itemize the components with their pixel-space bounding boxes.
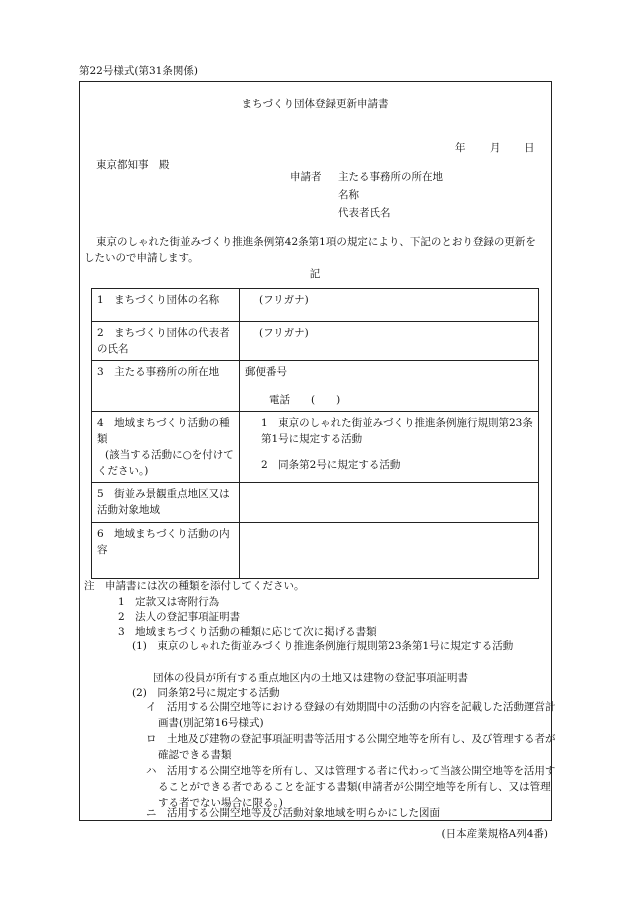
body-text: 東京のしゃれた街並みづくり推進条例第42条第1項の規定により、下記のとおり登録の更新をしたいので申請します。 bbox=[84, 236, 536, 264]
applicant-representative: 代表者氏名 bbox=[338, 207, 391, 219]
row1-label: 1 まちづくり団体の名称 bbox=[92, 289, 240, 322]
applicant-label: 申請者 bbox=[290, 171, 322, 183]
row6-label: 6 地域まちづくり活動の内容 bbox=[92, 523, 240, 579]
note-1: 1 定款又は寄附行為 bbox=[118, 596, 220, 608]
row5-value bbox=[240, 483, 539, 523]
row4-label: 4 地域まちづくり活動の種類 (該当する活動に○を付けてください。) bbox=[92, 412, 240, 483]
table-row bbox=[92, 322, 539, 361]
table-row bbox=[92, 289, 539, 322]
row3-label: 3 主たる事務所の所在地 bbox=[92, 361, 240, 412]
row6-value bbox=[240, 523, 539, 579]
table-row bbox=[92, 412, 539, 483]
notes-header: 注 申請書には次の種類を添付してください。 bbox=[84, 580, 305, 592]
note-2: 2 法人の登記事項証明書 bbox=[118, 611, 241, 623]
note-ha: ハ 活用する公開空地等を所有し、又は管理する者に代わって当該公開空地等を活用することができる者であることを証する書類(申請者が公開空地等を所有し、又は管理する者でない場合に限る。) bbox=[146, 765, 556, 809]
note-i: イ 活用する公開空地等における登録の有効期間中の活動の内容を記載した活動運営計画書(別記第16号様式) bbox=[146, 701, 556, 729]
form-title: まちづくり団体登録更新申請書 bbox=[241, 98, 389, 110]
footer-note: (日本産業規格A列4番) bbox=[441, 828, 548, 840]
row2-value: (フリガナ) bbox=[240, 322, 539, 361]
note-3: 3 地域まちづくり活動の種類に応じて次に掲げる書類 bbox=[118, 626, 377, 638]
date-month: 月 bbox=[490, 142, 501, 154]
table-row bbox=[92, 361, 539, 412]
applicant-name: 名称 bbox=[338, 189, 359, 201]
row3-value: 郵便番号 電話 ( ) bbox=[240, 361, 539, 412]
note-3-1-body: 団体の役員が所有する重点地区内の土地又は建物の登記事項証明書 bbox=[153, 672, 468, 684]
note-3-2: (2) 同条第2号に規定する活動 bbox=[132, 687, 280, 699]
table-row bbox=[92, 483, 539, 523]
applicant-address: 主たる事務所の所在地 bbox=[338, 171, 443, 183]
note-ro: ロ 土地及び建物の登記事項証明書等活用する公開空地等を所有し、及び管理する者が確認できる書類 bbox=[146, 733, 556, 761]
note-3-1: (1) 東京のしゃれた街並みづくり推進条例施行規則第23条第1号に規定する活動 bbox=[132, 640, 514, 652]
date-day: 日 bbox=[524, 142, 535, 154]
date-year: 年 bbox=[455, 142, 466, 154]
row5-label: 5 街並み景観重点地区又は活動対象地域 bbox=[92, 483, 240, 523]
row2-label: 2 まちづくり団体の代表者の氏名 bbox=[92, 322, 240, 361]
items-table bbox=[91, 288, 539, 579]
table-row bbox=[92, 523, 539, 579]
form-code: 第22号様式(第31条関係) bbox=[79, 65, 198, 77]
row1-value: (フリガナ) bbox=[240, 289, 539, 322]
addressee: 東京都知事 殿 bbox=[96, 159, 170, 171]
ki-label: 記 bbox=[309, 268, 321, 280]
note-ni: ニ 活用する公開空地等及び活動対象地域を明らかにした図面 bbox=[146, 807, 440, 819]
row4-value: 1 東京のしゃれた街並みづくり推進条例施行規則第23条第1号に規定する活動 2 同条第2号に規定する活動 bbox=[240, 412, 539, 483]
